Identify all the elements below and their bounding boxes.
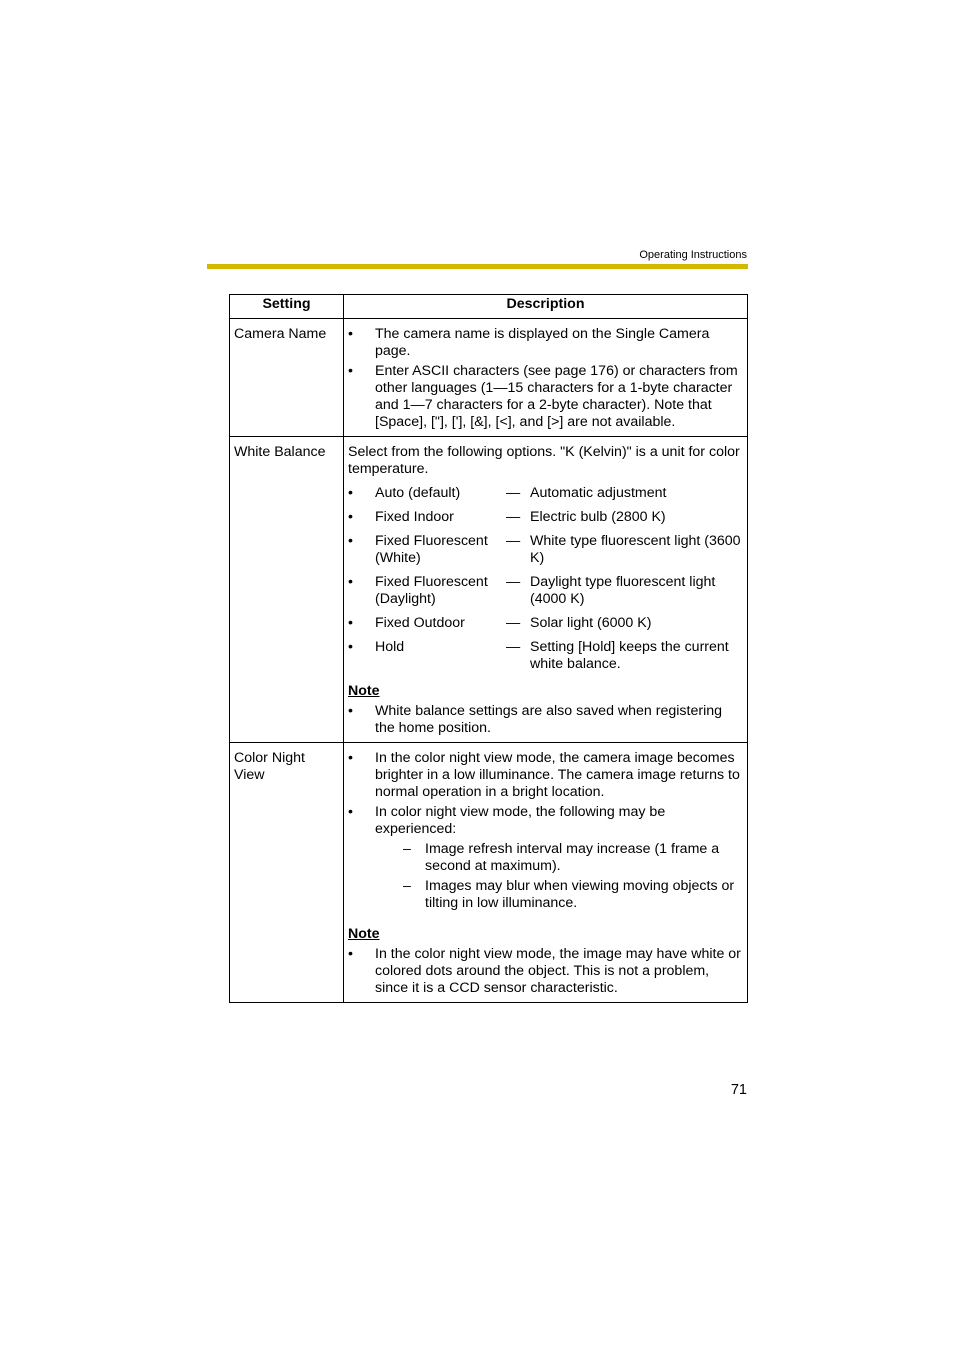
em-dash: —: [506, 639, 521, 655]
option-row: [348, 509, 741, 526]
list-item: [348, 750, 741, 801]
em-dash: —: [506, 574, 521, 590]
dash-icon: –: [403, 841, 411, 857]
bullet-icon: •: [348, 509, 353, 525]
list-item: [348, 363, 741, 431]
em-dash: —: [506, 509, 521, 525]
list-item-text: In the color night view mode, the image may have white or colored dots around the object. This is not a problem, since it is a CCD sensor characteristic.: [375, 946, 741, 996]
option-row: [348, 574, 741, 608]
option-name: Fixed Fluorescent (White): [375, 533, 488, 566]
option-row: [348, 639, 741, 673]
option-name: Hold: [375, 639, 405, 655]
page-number: 71: [730, 1082, 747, 1098]
setting-name: Color Night View: [230, 743, 344, 1003]
list-item-text: In color night view mode, the following may be experienced:: [375, 804, 666, 837]
settings-table: [229, 294, 748, 1003]
bullet-icon: •: [348, 639, 353, 655]
bullet-icon: •: [348, 804, 353, 820]
option-description: Automatic adjustment: [530, 485, 667, 501]
bullet-icon: •: [348, 533, 353, 549]
bullet-icon: •: [348, 485, 353, 501]
column-header-setting: Setting: [230, 295, 344, 319]
em-dash: —: [506, 533, 521, 549]
running-header: Operating Instructions: [639, 249, 747, 261]
setting-name: Camera Name: [230, 319, 344, 437]
dash-icon: –: [403, 878, 411, 894]
list-item-text: The camera name is displayed on the Single Camera page.: [375, 326, 710, 359]
option-name: Fixed Fluorescent (Daylight): [375, 574, 488, 607]
bullet-icon: •: [348, 326, 353, 342]
option-description: Setting [Hold] keeps the current white balance.: [530, 639, 729, 672]
bullet-icon: •: [348, 703, 353, 719]
option-description: Solar light (6000 K): [530, 615, 652, 631]
table-row-color-night-view: [230, 743, 748, 1003]
header-rule: [207, 264, 748, 269]
column-header-description: Description: [344, 295, 748, 319]
option-name: Auto (default): [375, 485, 461, 501]
sub-list-item-text: Images may blur when viewing moving objects or tilting in low illuminance.: [425, 878, 735, 911]
bullet-icon: •: [348, 574, 353, 590]
setting-name: White Balance: [230, 437, 344, 743]
setting-description: [344, 743, 748, 1003]
option-description: Electric bulb (2800 K): [530, 509, 666, 525]
list-item-text: In the color night view mode, the camera image becomes brighter in a low illuminance. The camera image returns to normal operation in a bright location.: [375, 750, 740, 800]
table-row-white-balance: [230, 437, 748, 743]
list-item-text: White balance settings are also saved when registering the home position.: [375, 703, 722, 736]
em-dash: —: [506, 485, 521, 501]
table-header-row: [230, 295, 748, 319]
sub-list-item-text: Image refresh interval may increase (1 frame a second at maximum).: [425, 841, 720, 874]
em-dash: —: [506, 615, 521, 631]
option-name: Fixed Outdoor: [375, 615, 465, 631]
table-row-camera-name: [230, 319, 748, 437]
list-item: [348, 804, 741, 838]
sub-list-item: [348, 878, 741, 912]
note-heading: Note: [348, 926, 380, 942]
setting-description: [344, 437, 748, 743]
note-heading: Note: [348, 683, 380, 699]
bullet-icon: •: [348, 615, 353, 631]
setting-description: [344, 319, 748, 437]
list-item: [348, 703, 741, 737]
bullet-icon: •: [348, 750, 353, 766]
option-description: White type fluorescent light (3600 K): [530, 533, 741, 566]
option-row: [348, 485, 741, 502]
intro-text: Select from the following options. "K (Kelvin)" is a unit for color temperature.: [348, 444, 740, 477]
list-item-text: Enter ASCII characters (see page 176) or characters from other languages (1—15 characters for a 1-byte character and 1—7 characters for a 2-byte character). Note that [Space], ["], ['], [&], [<], and [>] are not available.: [375, 363, 738, 430]
list-item: [348, 946, 741, 997]
list-item: [348, 326, 741, 360]
option-row: [348, 615, 741, 632]
option-description: Daylight type fluorescent light (4000 K): [530, 574, 716, 607]
option-row: [348, 533, 741, 567]
option-name: Fixed Indoor: [375, 509, 454, 525]
bullet-icon: •: [348, 363, 353, 379]
sub-list-item: [348, 841, 741, 875]
bullet-icon: •: [348, 946, 353, 962]
